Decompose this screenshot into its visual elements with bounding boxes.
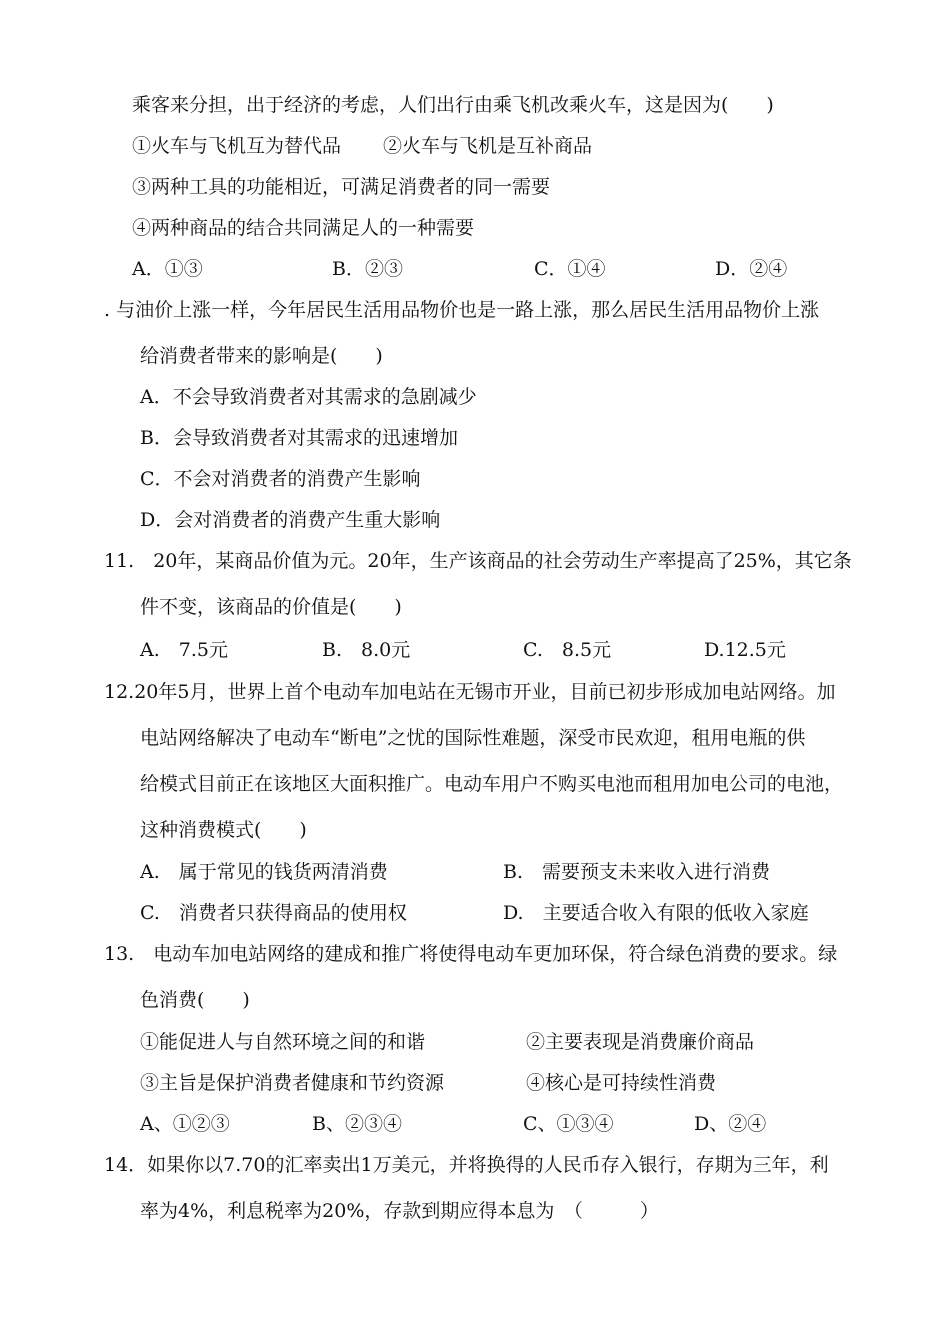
q10-option-b: B．会导致消费者对其需求的迅速增加 (140, 427, 458, 449)
q12-stem-line-1: 12.20年5月，世界上首个电动车加电站在无锡市开业，目前已初步形成加电站网络。加 (104, 681, 836, 703)
prev-statement-4: ④两种商品的结合共同满足人的一种需要 (132, 217, 475, 239)
q10-stem-line-1: . 与油价上涨一样，今年居民生活用品物价也是一路上涨，那么居民生活用品物价上涨 (104, 299, 820, 321)
prev-choice-b: B．②③ (332, 258, 403, 280)
prev-statement-2: ②火车与飞机是互补商品 (383, 135, 593, 157)
q12-stem-line-2: 电站网络解决了电动车“断电”之忧的国际性难题，深受市民欢迎，租用电瓶的供 (140, 727, 806, 749)
prev-statement-3: ③两种工具的功能相近，可满足消费者的同一需要 (132, 176, 551, 198)
q10-stem-line-2: 给消费者带来的影响是( ) (140, 345, 383, 367)
q12-stem-line-3: 给模式目前正在该地区大面积推广。电动车用户不购买电池而租用加电公司的电池， (140, 773, 844, 795)
q13-statement-1: ①能促进人与自然环境之间的和谐 (140, 1031, 426, 1053)
q10-option-c: C．不会对消费者的消费产生影响 (140, 468, 421, 490)
q13-statement-4: ④核心是可持续性消费 (526, 1072, 717, 1094)
prev-choice-d: D．②④ (715, 258, 788, 280)
q13-statement-2: ②主要表现是消费廉价商品 (526, 1031, 755, 1053)
q13-choice-d: D、②④ (694, 1113, 767, 1135)
q11-option-c: C. 8.5元 (523, 639, 612, 661)
prev-choice-c: C．①④ (534, 258, 606, 280)
q13-choice-b: B、②③④ (312, 1113, 402, 1135)
q10-option-a: A．不会导致消费者对其需求的急剧减少 (140, 386, 477, 408)
q11-stem-line-2: 件不变，该商品的价值是( ) (140, 596, 402, 618)
q10-option-d: D．会对消费者的消费产生重大影响 (140, 509, 441, 531)
q14-stem-line-2: 率为4%，利息税率为20%，存款到期应得本息为 （ ） (140, 1200, 659, 1222)
q11-stem-line-1: 11. 20年，某商品价值为元。20年，生产该商品的社会劳动生产率提高了25%，其它条 (104, 550, 852, 572)
prev-question-stem: 乘客来分担，出于经济的考虑，人们出行由乘飞机改乘火车，这是因为( ) (132, 94, 774, 116)
prev-statement-1: ①火车与飞机互为替代品 (132, 135, 342, 157)
q12-stem-line-4: 这种消费模式( ) (140, 819, 307, 841)
q12-option-b: B. 需要预支未来收入进行消费 (503, 861, 771, 883)
q12-option-d: D. 主要适合收入有限的低收入家庭 (503, 902, 809, 924)
q11-option-d: D.12.5元 (704, 639, 786, 661)
q11-option-b: B. 8.0元 (322, 639, 411, 661)
q13-stem-line-1: 13. 电动车加电站网络的建成和推广将使得电动车更加环保，符合绿色消费的要求。绿 (104, 943, 838, 965)
q14-stem-line-1: 14．如果你以7.70的汇率卖出1万美元，并将换得的人民币存入银行，存期为三年，利 (104, 1154, 829, 1176)
q13-choice-a: A、①②③ (140, 1113, 230, 1135)
q13-stem-line-2: 色消费( ) (140, 989, 250, 1011)
q12-option-a: A. 属于常见的钱货两清消费 (140, 861, 388, 883)
q11-option-a: A. 7.5元 (140, 639, 228, 661)
q12-option-c: C. 消费者只获得商品的使用权 (140, 902, 407, 924)
q13-statement-3: ③主旨是保护消费者健康和节约资源 (140, 1072, 445, 1094)
prev-choice-a: A．①③ (132, 258, 203, 280)
q13-choice-c: C、①③④ (523, 1113, 614, 1135)
